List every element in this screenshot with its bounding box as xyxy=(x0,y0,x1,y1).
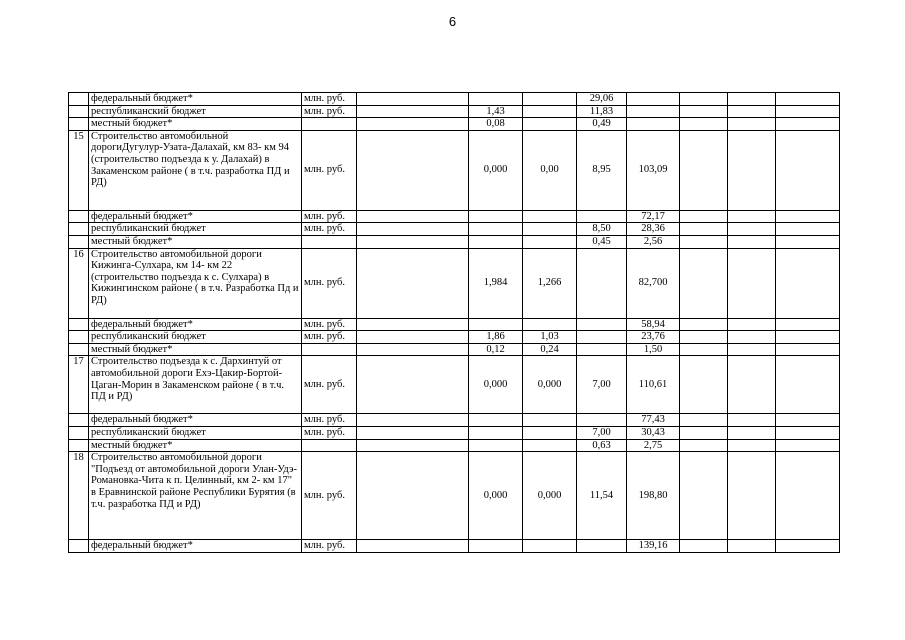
value-cell: 1,86 xyxy=(469,331,523,344)
project-row xyxy=(69,248,840,318)
value-cell xyxy=(776,235,840,248)
value-cell xyxy=(776,540,840,553)
row-index xyxy=(69,414,89,427)
value-cell: 8,50 xyxy=(577,223,627,236)
funding-row xyxy=(69,439,840,452)
value-cell: 0,12 xyxy=(469,343,523,356)
value-cell: 0,000 xyxy=(469,356,523,414)
page-number: 6 xyxy=(448,14,457,29)
value-cell xyxy=(776,210,840,223)
value-cell xyxy=(728,105,776,118)
row-name: республиканский бюджет xyxy=(89,426,302,439)
row-index: 18 xyxy=(69,452,89,540)
row-unit: млн. руб. xyxy=(302,414,357,427)
row-unit xyxy=(302,439,357,452)
value-cell xyxy=(469,210,523,223)
row-name: федеральный бюджет* xyxy=(89,540,302,553)
value-cell xyxy=(357,414,469,427)
value-cell xyxy=(680,118,728,131)
value-cell: 23,76 xyxy=(627,331,680,344)
value-cell xyxy=(357,439,469,452)
value-cell: 103,09 xyxy=(627,130,680,210)
value-cell xyxy=(577,248,627,318)
value-cell: 1,984 xyxy=(469,248,523,318)
value-cell xyxy=(776,343,840,356)
project-row xyxy=(69,356,840,414)
row-index: 16 xyxy=(69,248,89,318)
value-cell xyxy=(577,414,627,427)
value-cell xyxy=(776,414,840,427)
row-index xyxy=(69,223,89,236)
value-cell xyxy=(577,343,627,356)
value-cell: 11,83 xyxy=(577,105,627,118)
value-cell xyxy=(357,318,469,331)
value-cell xyxy=(680,540,728,553)
row-index xyxy=(69,343,89,356)
value-cell xyxy=(357,118,469,131)
funding-row xyxy=(69,343,840,356)
row-unit: млн. руб. xyxy=(302,331,357,344)
value-cell xyxy=(728,235,776,248)
row-name: Строительство подъезда к с. Дархинтуй от автомобильной дороги Еxэ-Цакир-Бортой-Цаган-Морин в Закаменском районе ( в т.ч. ПД и РД) xyxy=(89,356,302,414)
funding-row xyxy=(69,105,840,118)
row-index xyxy=(69,105,89,118)
row-name: республиканский бюджет xyxy=(89,331,302,344)
value-cell: 110,61 xyxy=(627,356,680,414)
value-cell xyxy=(728,248,776,318)
row-unit: млн. руб. xyxy=(302,318,357,331)
value-cell xyxy=(469,318,523,331)
value-cell xyxy=(680,318,728,331)
value-cell xyxy=(776,118,840,131)
value-cell xyxy=(357,356,469,414)
value-cell: 82,700 xyxy=(627,248,680,318)
row-index xyxy=(69,318,89,331)
value-cell xyxy=(776,93,840,106)
row-index xyxy=(69,439,89,452)
value-cell xyxy=(357,105,469,118)
value-cell xyxy=(523,540,577,553)
value-cell xyxy=(627,93,680,106)
value-cell xyxy=(523,118,577,131)
value-cell: 8,95 xyxy=(577,130,627,210)
value-cell xyxy=(523,414,577,427)
value-cell: 139,16 xyxy=(627,540,680,553)
funding-row xyxy=(69,540,840,553)
value-cell xyxy=(776,105,840,118)
value-cell xyxy=(577,210,627,223)
value-cell xyxy=(728,343,776,356)
value-cell xyxy=(776,426,840,439)
row-index xyxy=(69,210,89,223)
value-cell: 11,54 xyxy=(577,452,627,540)
row-index xyxy=(69,540,89,553)
value-cell xyxy=(680,331,728,344)
value-cell xyxy=(776,356,840,414)
value-cell xyxy=(728,356,776,414)
value-cell xyxy=(469,93,523,106)
value-cell xyxy=(627,105,680,118)
row-name: местный бюджет* xyxy=(89,343,302,356)
value-cell xyxy=(680,452,728,540)
value-cell xyxy=(728,118,776,131)
value-cell xyxy=(357,540,469,553)
row-index: 15 xyxy=(69,130,89,210)
value-cell xyxy=(523,105,577,118)
row-unit: млн. руб. xyxy=(302,540,357,553)
value-cell: 29,06 xyxy=(577,93,627,106)
row-unit: млн. руб. xyxy=(302,105,357,118)
funding-row xyxy=(69,118,840,131)
value-cell xyxy=(577,318,627,331)
budget-table xyxy=(68,92,840,553)
value-cell xyxy=(776,439,840,452)
funding-row xyxy=(69,318,840,331)
value-cell xyxy=(680,356,728,414)
value-cell xyxy=(523,93,577,106)
value-cell xyxy=(728,452,776,540)
value-cell xyxy=(680,235,728,248)
value-cell xyxy=(728,331,776,344)
row-index xyxy=(69,235,89,248)
value-cell xyxy=(728,540,776,553)
value-cell xyxy=(469,414,523,427)
value-cell xyxy=(776,223,840,236)
value-cell xyxy=(469,540,523,553)
value-cell xyxy=(523,426,577,439)
row-name: федеральный бюджет* xyxy=(89,414,302,427)
value-cell: 77,43 xyxy=(627,414,680,427)
value-cell: 72,17 xyxy=(627,210,680,223)
value-cell: 7,00 xyxy=(577,426,627,439)
value-cell xyxy=(357,210,469,223)
value-cell xyxy=(523,223,577,236)
value-cell xyxy=(680,248,728,318)
value-cell xyxy=(680,93,728,106)
value-cell: 1,50 xyxy=(627,343,680,356)
funding-row xyxy=(69,210,840,223)
value-cell xyxy=(357,235,469,248)
row-unit: млн. руб. xyxy=(302,210,357,223)
row-name: местный бюджет* xyxy=(89,118,302,131)
row-unit: млн. руб. xyxy=(302,426,357,439)
value-cell xyxy=(728,223,776,236)
value-cell xyxy=(680,210,728,223)
value-cell xyxy=(357,426,469,439)
value-cell xyxy=(728,130,776,210)
value-cell xyxy=(728,414,776,427)
value-cell: 1,03 xyxy=(523,331,577,344)
value-cell: 198,80 xyxy=(627,452,680,540)
value-cell xyxy=(680,439,728,452)
row-name: республиканский бюджет xyxy=(89,105,302,118)
value-cell xyxy=(469,426,523,439)
value-cell: 0,08 xyxy=(469,118,523,131)
value-cell xyxy=(728,210,776,223)
value-cell: 28,36 xyxy=(627,223,680,236)
row-name: местный бюджет* xyxy=(89,439,302,452)
row-index xyxy=(69,426,89,439)
value-cell xyxy=(680,343,728,356)
funding-row xyxy=(69,235,840,248)
value-cell: 0,49 xyxy=(577,118,627,131)
value-cell xyxy=(523,318,577,331)
value-cell: 2,75 xyxy=(627,439,680,452)
value-cell xyxy=(469,223,523,236)
row-name: Строительство автомобильной дороги Кижинга-Сулхара, км 14- км 22 (строительство подъезда к с. Сулхара) в Кижингинском районе ( в т.ч. Разработка Пд и РД) xyxy=(89,248,302,318)
row-unit xyxy=(302,343,357,356)
funding-row xyxy=(69,414,840,427)
value-cell: 1,266 xyxy=(523,248,577,318)
value-cell xyxy=(776,452,840,540)
value-cell: 2,56 xyxy=(627,235,680,248)
row-name: республиканский бюджет xyxy=(89,223,302,236)
row-index: 17 xyxy=(69,356,89,414)
value-cell: 0,63 xyxy=(577,439,627,452)
value-cell: 58,94 xyxy=(627,318,680,331)
value-cell xyxy=(357,331,469,344)
value-cell xyxy=(728,93,776,106)
value-cell xyxy=(728,318,776,331)
row-index xyxy=(69,331,89,344)
project-row xyxy=(69,452,840,540)
value-cell: 0,24 xyxy=(523,343,577,356)
value-cell: 1,43 xyxy=(469,105,523,118)
value-cell: 0,45 xyxy=(577,235,627,248)
value-cell xyxy=(627,118,680,131)
row-unit xyxy=(302,118,357,131)
project-row xyxy=(69,130,840,210)
value-cell xyxy=(680,414,728,427)
value-cell: 0,000 xyxy=(469,452,523,540)
value-cell xyxy=(680,223,728,236)
row-name: Строительство автомобильной дорогиДугулур-Узата-Далахай, км 83- км 94 (строительство подъезда к у. Далахай) в Закаменском районе ( в т.ч. разработка ПД и РД) xyxy=(89,130,302,210)
value-cell: 7,00 xyxy=(577,356,627,414)
funding-row xyxy=(69,93,840,106)
row-index xyxy=(69,93,89,106)
row-name: Строительство автомобильной дороги "Подъезд от автомобильной дороги Улан-Удэ-Романовка-Чита к п. Целинный, км 2- км 17" в Еравнинской районе Республики Бурятия (в т.ч. разработка ПД и РД) xyxy=(89,452,302,540)
row-unit: млн. руб. xyxy=(302,452,357,540)
value-cell: 0,000 xyxy=(523,356,577,414)
funding-row xyxy=(69,223,840,236)
value-cell xyxy=(776,318,840,331)
row-unit xyxy=(302,235,357,248)
row-unit: млн. руб. xyxy=(302,93,357,106)
value-cell xyxy=(357,93,469,106)
row-unit: млн. руб. xyxy=(302,248,357,318)
row-name: федеральный бюджет* xyxy=(89,318,302,331)
value-cell: 0,00 xyxy=(523,130,577,210)
value-cell xyxy=(523,439,577,452)
value-cell xyxy=(577,540,627,553)
funding-row xyxy=(69,331,840,344)
value-cell xyxy=(728,426,776,439)
row-unit: млн. руб. xyxy=(302,223,357,236)
value-cell xyxy=(577,331,627,344)
value-cell xyxy=(469,439,523,452)
value-cell xyxy=(776,130,840,210)
value-cell xyxy=(357,223,469,236)
row-unit: млн. руб. xyxy=(302,356,357,414)
funding-row xyxy=(69,426,840,439)
row-name: местный бюджет* xyxy=(89,235,302,248)
row-name: федеральный бюджет* xyxy=(89,93,302,106)
value-cell xyxy=(776,248,840,318)
value-cell xyxy=(776,331,840,344)
value-cell xyxy=(357,343,469,356)
value-cell xyxy=(357,452,469,540)
value-cell xyxy=(680,105,728,118)
value-cell xyxy=(728,439,776,452)
value-cell xyxy=(357,248,469,318)
row-name: федеральный бюджет* xyxy=(89,210,302,223)
value-cell xyxy=(523,235,577,248)
row-index xyxy=(69,118,89,131)
value-cell: 30,43 xyxy=(627,426,680,439)
value-cell xyxy=(357,130,469,210)
value-cell xyxy=(680,130,728,210)
value-cell: 0,000 xyxy=(469,130,523,210)
value-cell: 0,000 xyxy=(523,452,577,540)
value-cell xyxy=(523,210,577,223)
value-cell xyxy=(680,426,728,439)
row-unit: млн. руб. xyxy=(302,130,357,210)
value-cell xyxy=(469,235,523,248)
